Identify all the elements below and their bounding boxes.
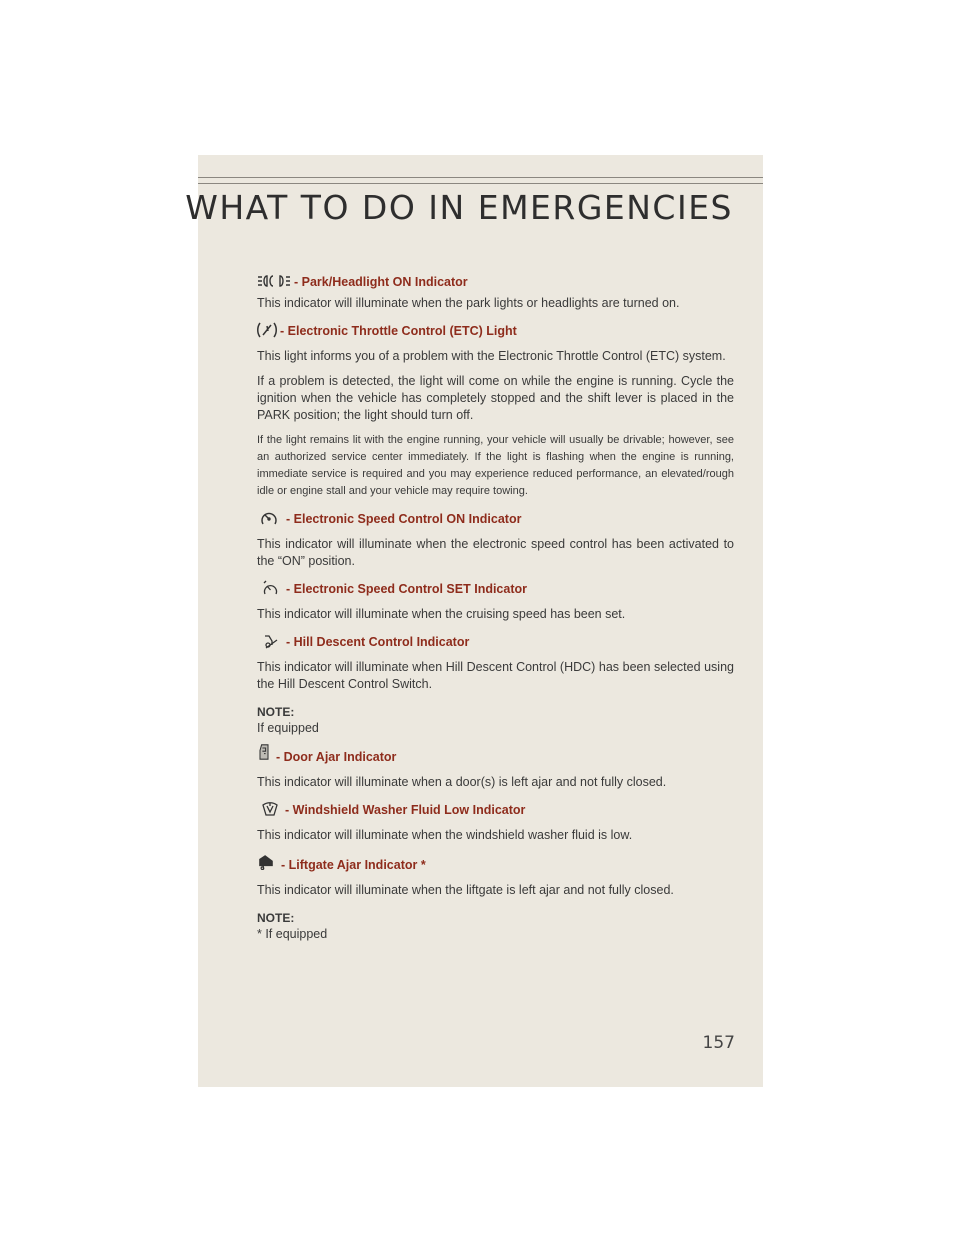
note-text: If equipped xyxy=(257,721,319,735)
entry-text: This indicator will illuminate when the windshield washer fluid is low. xyxy=(257,828,633,842)
entry-park-headlight xyxy=(257,273,734,312)
entry-text: This indicator will illuminate when the electronic speed control has been activated to the “ON” position. xyxy=(257,537,734,568)
entry-speed-control-set xyxy=(257,580,734,623)
washer-fluid-icon xyxy=(262,801,278,817)
entry-text: This indicator will illuminate when the park lights or headlights are turned on. xyxy=(257,296,680,310)
entry-door-ajar xyxy=(257,744,734,791)
entry-heading: - Door Ajar Indicator xyxy=(276,750,397,764)
park-headlight-icon xyxy=(257,273,291,289)
note-text: * If equipped xyxy=(257,927,328,941)
entry-liftgate-ajar xyxy=(257,854,734,942)
entry-heading: - Hill Descent Control Indicator xyxy=(286,635,470,649)
entry-heading: - Liftgate Ajar Indicator * xyxy=(281,858,426,872)
entry-heading: - Windshield Washer Fluid Low Indicator xyxy=(285,803,526,817)
entry-text: This indicator will illuminate when the liftgate is left ajar and not fully closed. xyxy=(257,883,674,897)
entry-heading: - Electronic Speed Control ON Indicator xyxy=(286,512,522,526)
entry-heading: - Electronic Throttle Control (ETC) Light xyxy=(280,324,517,338)
throttle-control-icon xyxy=(257,322,277,338)
page-number: 157 xyxy=(702,1033,735,1053)
note-label: NOTE: xyxy=(257,911,295,925)
entry-text: If a problem is detected, the light will come on while the engine is running. Cycle the ignition when the vehicle has completely stopped and the shift lever is placed in the PARK position; the light should turn off. xyxy=(257,374,734,422)
header-rule-top xyxy=(198,177,763,178)
hill-descent-icon xyxy=(263,633,278,649)
entry-text: If the light remains lit with the engine running, your vehicle will usually be drivable; however, see an authorized service center immediately. If the light is flashing when the engine is running, immediate service is required and you may experience reduced performance, an elevated/rough idle or engine stall and your vehicle may require towing. xyxy=(257,434,734,497)
entry-speed-control-on xyxy=(257,510,734,570)
entry-heading: - Electronic Speed Control SET Indicator xyxy=(286,582,528,596)
entry-heading: - Park/Headlight ON Indicator xyxy=(294,275,468,289)
entry-throttle-control xyxy=(257,322,734,500)
entry-text: This indicator will illuminate when a door(s) is left ajar and not fully closed. xyxy=(257,775,667,789)
speed-set-icon xyxy=(263,580,278,596)
entry-text: This indicator will illuminate when the cruising speed has been set. xyxy=(257,607,626,621)
header-rule-bottom xyxy=(198,183,763,184)
entry-hill-descent xyxy=(257,633,734,736)
door-ajar-icon xyxy=(257,744,271,764)
section-title: WHAT TO DO IN EMERGENCIES xyxy=(185,188,733,227)
speed-control-icon xyxy=(260,510,278,526)
indicator-list xyxy=(257,265,734,942)
liftgate-ajar-icon xyxy=(257,854,275,872)
note-label: NOTE: xyxy=(257,705,295,719)
entry-washer-fluid xyxy=(257,801,734,844)
manual-page xyxy=(185,155,763,1087)
entry-text: This indicator will illuminate when Hill Descent Control (HDC) has been selected using the Hill Descent Control Switch. xyxy=(257,660,734,691)
entry-text: This light informs you of a problem with the Electronic Throttle Control (ETC) system. xyxy=(257,349,726,363)
